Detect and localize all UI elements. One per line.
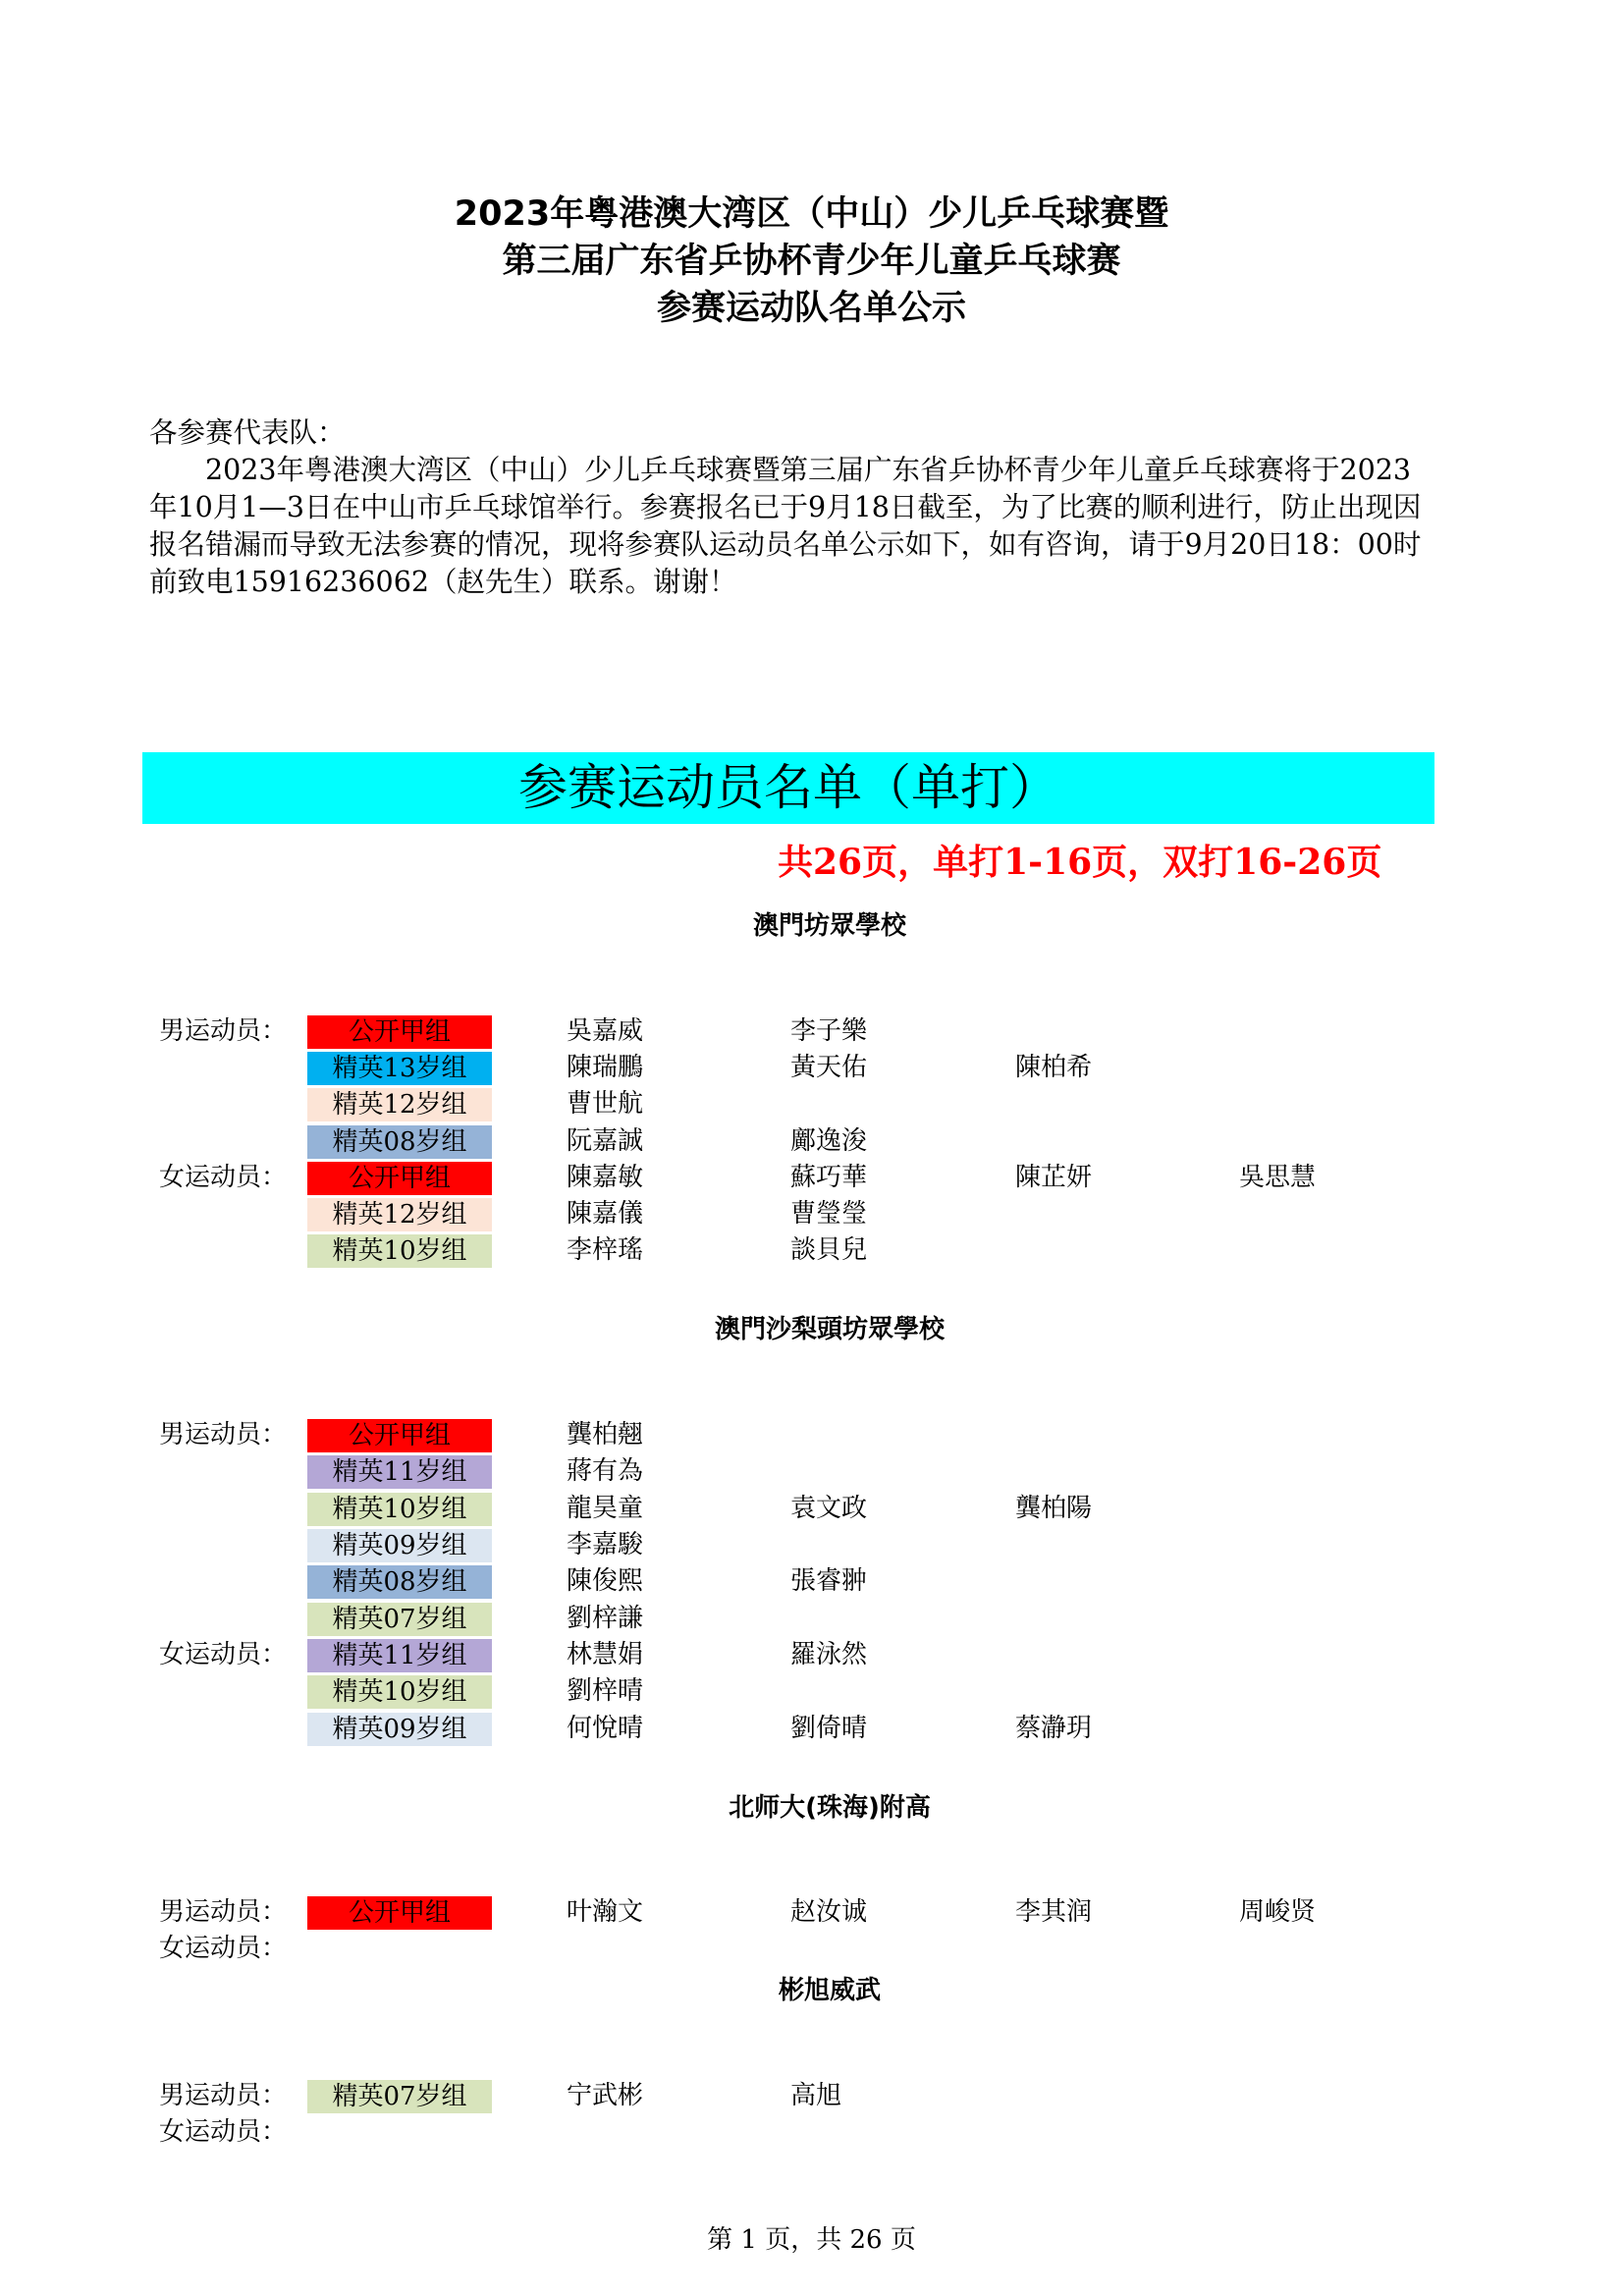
intro-salutation: 各参赛代表队： [149,416,346,449]
roster-row [0,1417,1623,1452]
athlete-name: 赵汝诚 [790,1897,868,1927]
gender-label: 女运动员： [159,1934,288,1963]
athlete-name: 袁文政 [790,1494,868,1523]
age-group-badge: 精英07岁组 [307,2080,492,2113]
athlete-name: 談貝兒 [790,1235,868,1265]
age-group-badge: 精英10岁组 [307,1675,492,1709]
athlete-name: 陳嘉敏 [567,1163,644,1192]
athlete-name: 龔柏翹 [567,1420,644,1449]
school-name: 彬旭威武 [778,1976,881,2005]
roster-row [0,2078,1623,2113]
title-line-3: 参赛运动队名单公示 [656,289,966,328]
roster-row [0,2114,1623,2150]
school-name: 澳門坊眾學校 [752,911,906,941]
athlete-name: 宁武彬 [567,2081,644,2110]
age-group-badge: 公开甲组 [307,1419,492,1452]
athlete-name: 林慧娟 [567,1640,644,1669]
roster-row [0,1601,1623,1636]
roster-row [0,1160,1623,1195]
roster-row [0,1894,1623,1930]
roster-row [0,1563,1623,1599]
athlete-name: 李嘉駿 [567,1530,644,1559]
roster-row [0,1711,1623,1746]
age-group-badge: 精英08岁组 [307,1125,492,1159]
athlete-name: 蘇巧華 [790,1163,868,1192]
athlete-name: 陳俊熙 [567,1566,644,1596]
athlete-name: 張睿翀 [790,1566,868,1596]
age-group-badge: 精英07岁组 [307,1603,492,1636]
athlete-name: 陳柏希 [1015,1053,1093,1082]
age-group-badge: 精英11岁组 [307,1455,492,1489]
age-group-badge: 精英09岁组 [307,1529,492,1562]
age-group-badge: 精英08岁组 [307,1565,492,1599]
roster-row [0,1931,1623,1966]
athlete-name: 曹世航 [567,1089,644,1119]
age-group-badge: 精英12岁组 [307,1198,492,1231]
page-count-note: 共26页，单打1-16页，双打16-26页 [778,842,1382,883]
age-group-badge: 精英10岁组 [307,1493,492,1526]
roster-row [0,1637,1623,1672]
gender-label: 女运动员： [159,2117,288,2147]
athlete-name: 曹瑩瑩 [790,1199,868,1229]
gender-label: 女运动员： [159,1640,288,1669]
athlete-name: 劉倚晴 [790,1714,868,1743]
athlete-name: 龔柏陽 [1015,1494,1093,1523]
athlete-name: 李梓瑤 [567,1235,644,1265]
age-group-badge: 精英11岁组 [307,1639,492,1672]
athlete-name: 鄺逸浚 [790,1126,868,1156]
athlete-name: 高旭 [790,2081,842,2110]
athlete-name: 劉梓謙 [567,1604,644,1633]
athlete-name: 龍昊童 [567,1494,644,1523]
age-group-badge: 精英12岁组 [307,1088,492,1121]
age-group-badge: 精英09岁组 [307,1713,492,1746]
roster-row [0,1491,1623,1526]
gender-label: 男运动员： [159,1897,288,1927]
age-group-badge: 精英10岁组 [307,1234,492,1268]
roster-row [0,1527,1623,1562]
athlete-name: 羅泳然 [790,1640,868,1669]
athlete-name: 李子樂 [790,1016,868,1046]
intro-notice [149,414,1426,601]
roster-row [0,1050,1623,1085]
roster-row [0,1453,1623,1489]
gender-label: 男运动员： [159,2081,288,2110]
athlete-name: 吳嘉威 [567,1016,644,1046]
athlete-name: 陳芷妍 [1015,1163,1093,1192]
roster-row [0,1232,1623,1268]
gender-label: 女运动员： [159,1163,288,1192]
roster-row [0,1013,1623,1049]
age-group-badge: 精英13岁组 [307,1052,492,1085]
athlete-name: 吳思慧 [1239,1163,1317,1192]
age-group-badge: 公开甲组 [307,1896,492,1930]
roster-row [0,1123,1623,1159]
roster-row [0,1196,1623,1231]
page-footer: 第 1 页，共 26 页 [707,2225,916,2255]
age-group-badge: 公开甲组 [307,1162,492,1195]
athlete-name: 陳嘉儀 [567,1199,644,1229]
title-line-2: 第三届广东省乒协杯青少年儿童乒乓球赛 [502,242,1121,281]
school-name: 澳門沙梨頭坊眾學校 [714,1315,945,1344]
athlete-name: 黃天佑 [790,1053,868,1082]
athlete-name: 何悅晴 [567,1714,644,1743]
athlete-name: 李其润 [1015,1897,1093,1927]
athlete-name: 周峻贤 [1239,1897,1317,1927]
roster-row [0,1673,1623,1709]
gender-label: 男运动员： [159,1016,288,1046]
gender-label: 男运动员： [159,1420,288,1449]
intro-body: 2023年粤港澳大湾区（中山）少儿乒乓球赛暨第三届广东省乒协杯青少年儿童乒乓球赛将于2023年10月1—3日在中山市乒乓球馆举行。参赛报名已于9月18日截至，为了比赛的顺利进行，防止出现因报名错漏而导致无法参赛的情况，现将参赛队运动员名单公示如下，如有咨询，请于9月20日18：00时前致电15916236062（赵先生）联系。谢谢！ [149,454,1422,598]
school-name: 北师大(珠海)附高 [729,1793,931,1823]
singles-list-banner: 参赛运动员名单（单打） [142,752,1434,824]
roster-row [0,1086,1623,1121]
age-group-badge: 公开甲组 [307,1015,492,1049]
athlete-name: 蔡瀞玥 [1015,1714,1093,1743]
athlete-name: 阮嘉誠 [567,1126,644,1156]
athlete-name: 劉梓晴 [567,1676,644,1706]
athlete-name: 陳瑞鵬 [567,1053,644,1082]
title-line-1: 2023年粤港澳大湾区（中山）少儿乒乓球赛暨 [454,194,1169,234]
athlete-name: 叶瀚文 [567,1897,644,1927]
athlete-name: 蔣有為 [567,1456,644,1486]
